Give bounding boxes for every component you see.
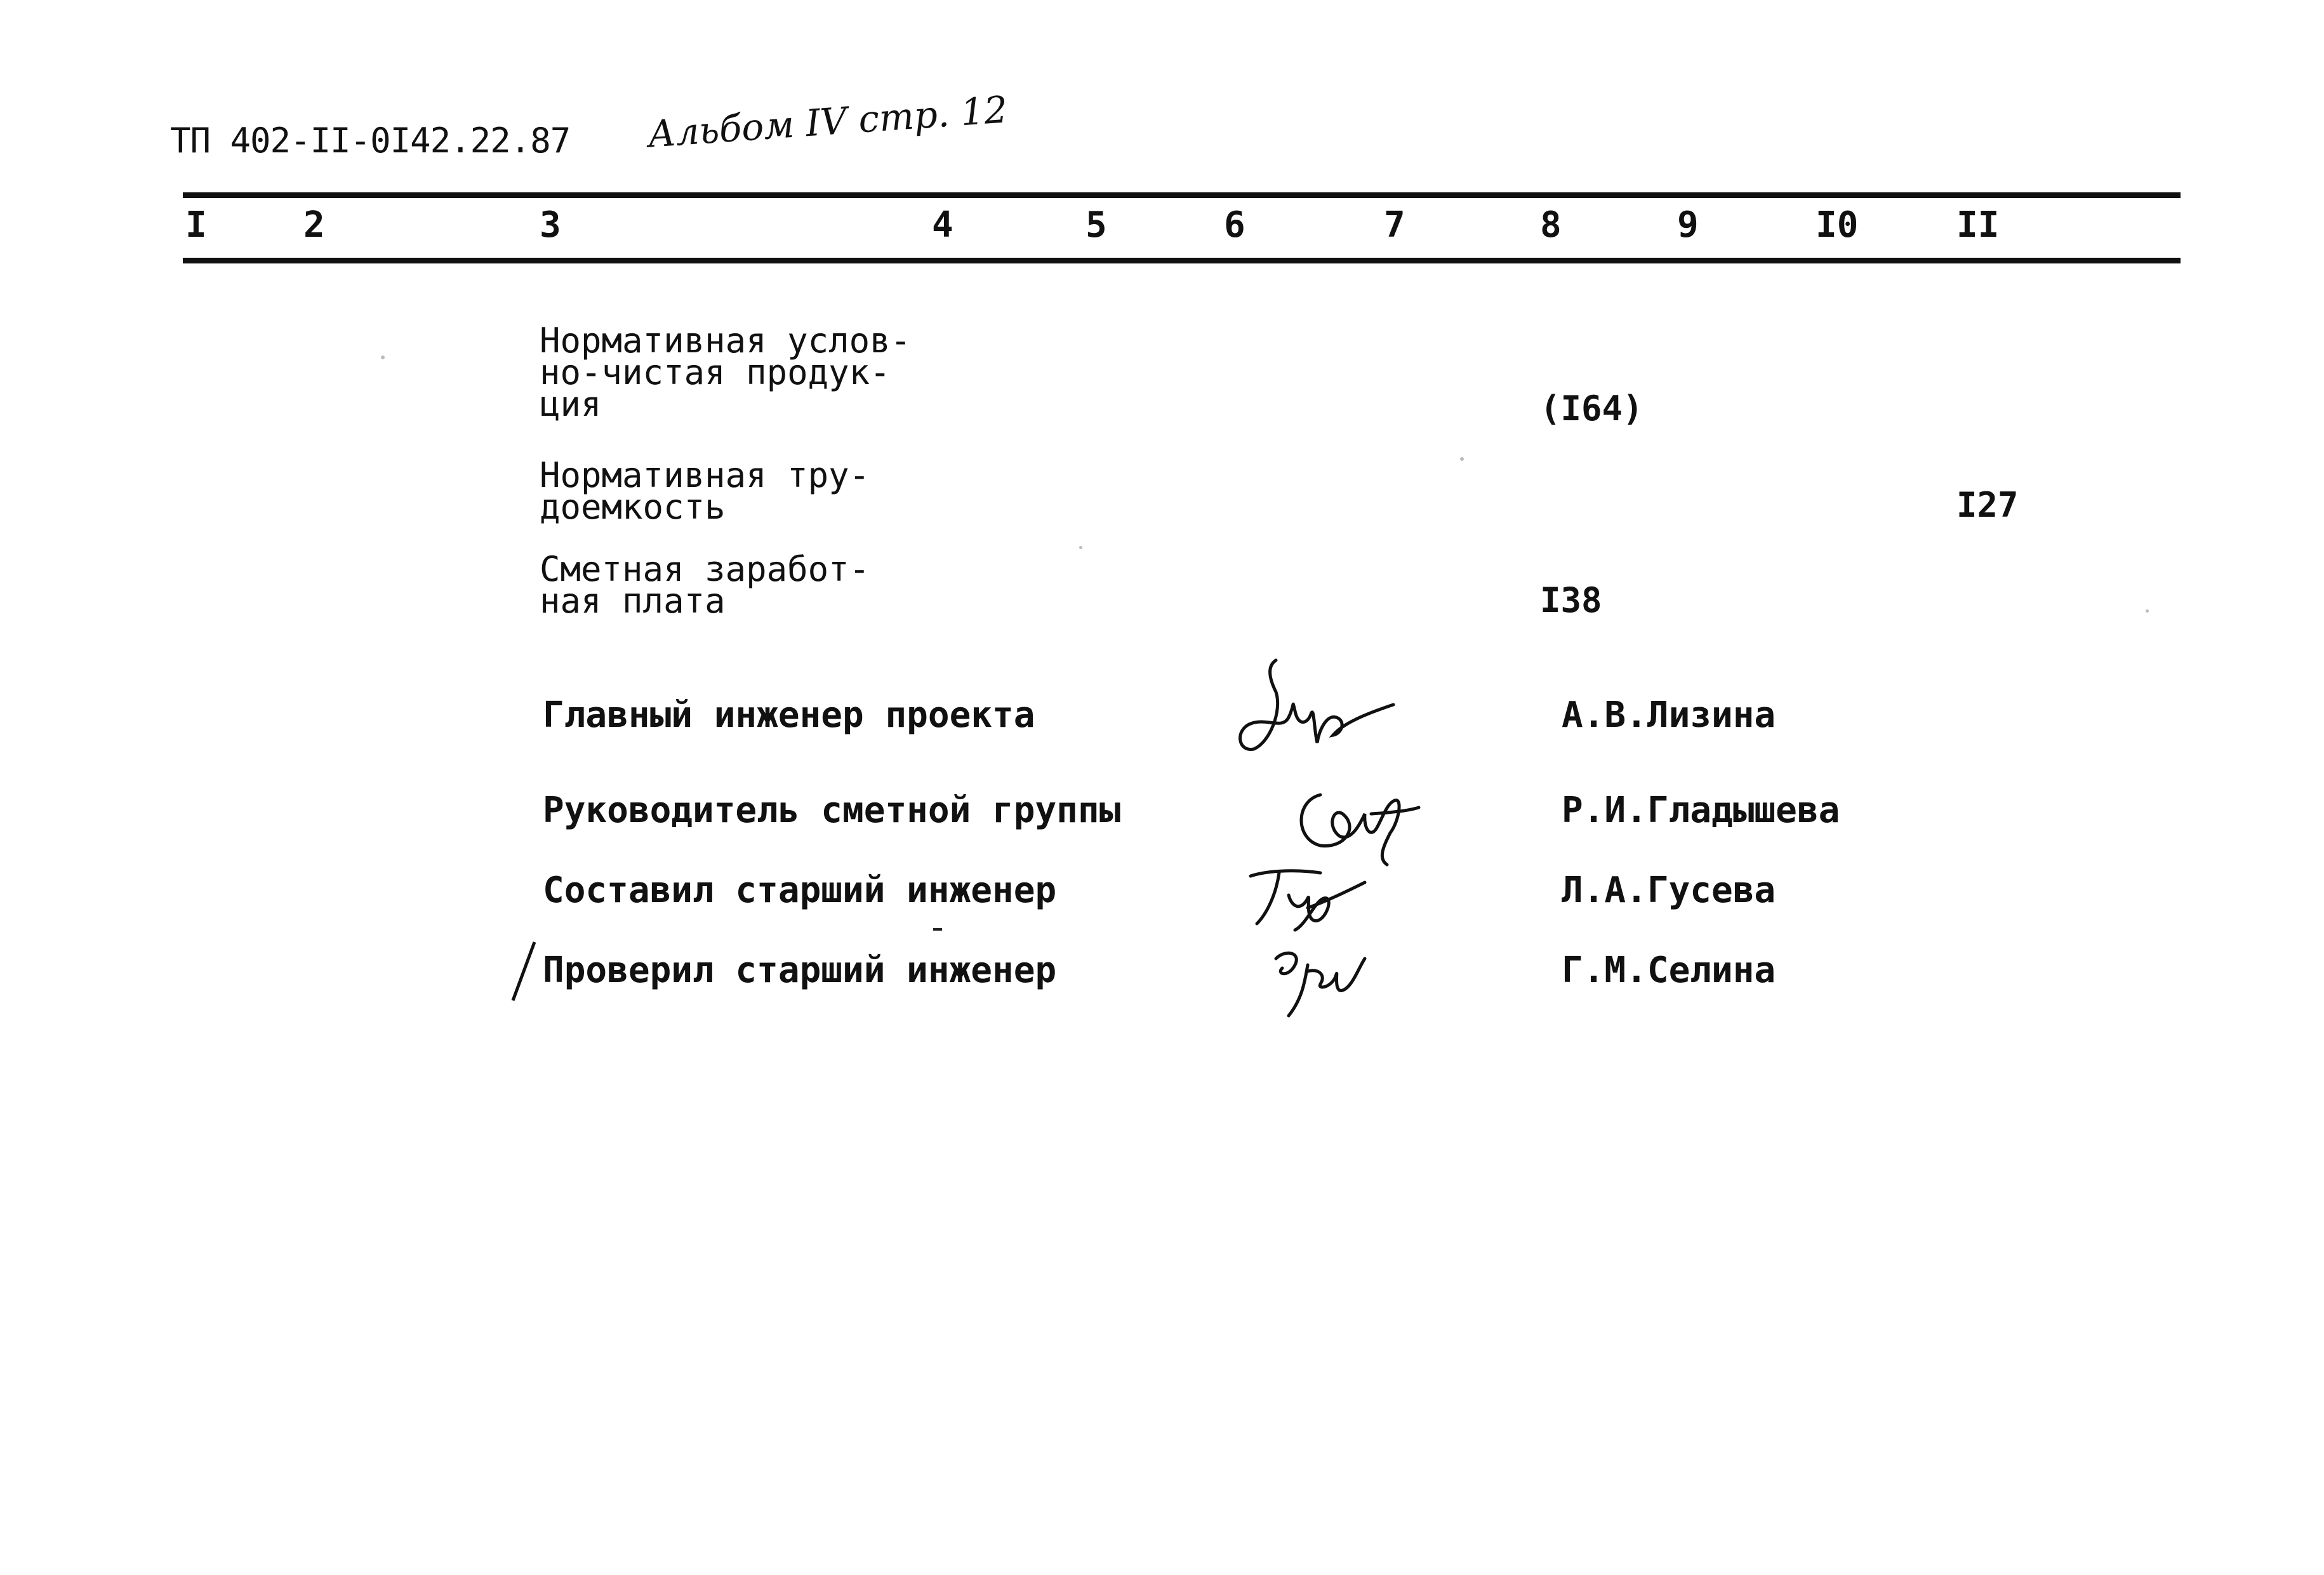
handwritten-signature-1 [1232, 654, 1409, 762]
check-slash-mark [508, 940, 540, 1003]
handwritten-signature-3 [1244, 863, 1371, 933]
column-number-5: 5 [1086, 204, 1107, 246]
row-value-estimated-wages: I38 [1540, 580, 1602, 620]
column-number-7: 7 [1384, 204, 1405, 246]
handwritten-album-note: Альбом IV стр. 12 [646, 88, 1009, 156]
scan-speck [1460, 457, 1464, 461]
row-value-labor-intensity: I27 [1956, 485, 2019, 525]
signature-role-compiler: Составил старший инженер [543, 870, 1057, 911]
row-label-conditional-net-production: Нормативная услов- но-чистая продук- ция [540, 321, 912, 424]
signature-role-checker: Проверил старший инженер [543, 950, 1057, 991]
signature-role-estimate-group-head: Руководитель сметной группы [543, 790, 1121, 831]
signature-name-chief-engineer: А.В.Лизина [1562, 694, 1776, 736]
scan-speck [381, 356, 385, 359]
scan-dash [933, 928, 942, 931]
row-label-labor-intensity: Нормативная тру- доемкость [540, 455, 870, 527]
document-code: ТП 402-II-0I42.22.87 [170, 121, 571, 161]
handwritten-signature-4 [1257, 940, 1371, 1022]
column-number-4: 4 [932, 204, 953, 246]
column-number-2: 2 [303, 204, 325, 246]
signature-name-compiler: Л.А.Гусева [1562, 870, 1776, 911]
scan-speck [2146, 609, 2149, 613]
column-number-1: I [185, 204, 207, 246]
row-value-conditional-net-production: (I64) [1540, 389, 1643, 429]
signature-name-estimate-group-head: Р.И.Гладышева [1562, 790, 1840, 831]
signature-name-checker: Г.М.Селина [1562, 950, 1776, 991]
column-number-11: II [1956, 204, 2000, 246]
table-top-rule [183, 192, 2181, 198]
column-number-8: 8 [1540, 204, 1562, 246]
column-number-9: 9 [1677, 204, 1699, 246]
column-number-10: I0 [1816, 204, 1859, 246]
column-number-3: 3 [540, 204, 561, 246]
column-number-6: 6 [1224, 204, 1245, 246]
signature-role-chief-engineer: Главный инженер проекта [543, 694, 1035, 736]
scan-speck [1079, 546, 1082, 549]
handwritten-signature-2 [1282, 776, 1422, 871]
row-label-estimated-wages: Сметная заработ- ная плата [540, 549, 870, 621]
table-header-bottom-rule [183, 258, 2181, 263]
